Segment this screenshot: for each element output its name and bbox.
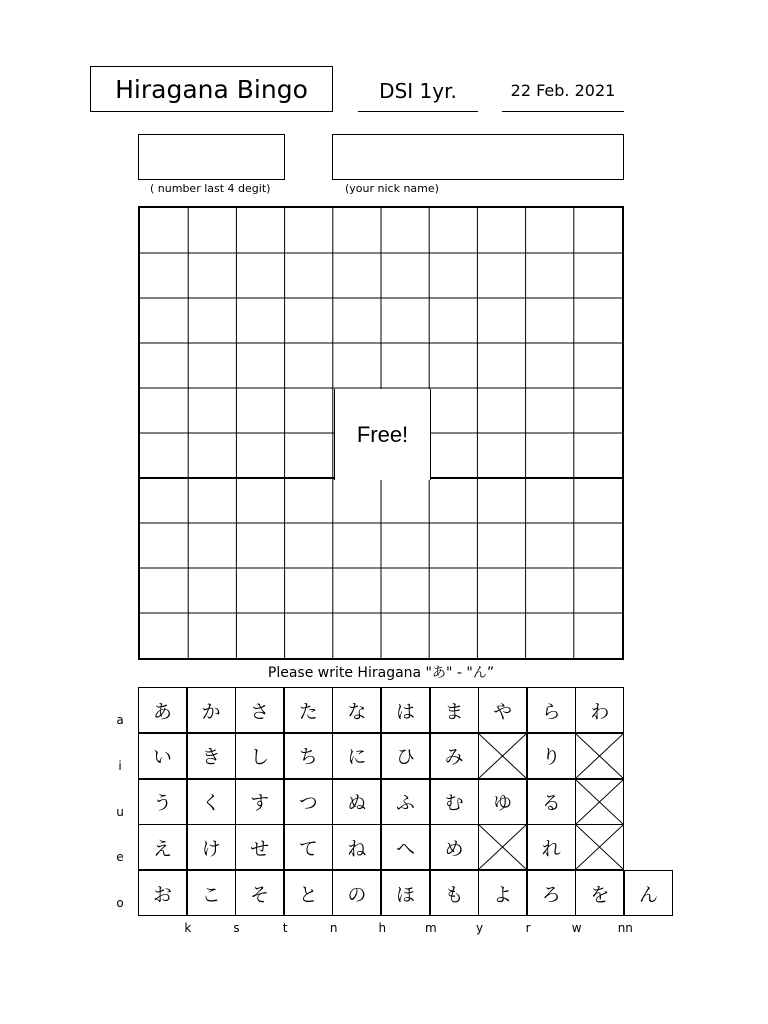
kana-cell: も xyxy=(430,870,479,916)
kana-cell: い xyxy=(138,733,187,779)
consonant-label: w xyxy=(571,921,582,935)
kana-cell: み xyxy=(430,733,479,779)
vowel-label: a xyxy=(116,713,124,727)
kana-cell: ゆ xyxy=(478,779,527,825)
consonant-label: nn xyxy=(617,921,633,935)
kana-cell: ひ xyxy=(381,733,430,779)
kana-cell: こ xyxy=(187,870,236,916)
kana-cell: ん xyxy=(624,870,673,916)
kana-cell: ほ xyxy=(381,870,430,916)
course-label: DSI 1yr. xyxy=(358,70,478,112)
kana-cell: れ xyxy=(527,824,576,870)
kana-cell: き xyxy=(187,733,236,779)
kana-cell: ぬ xyxy=(332,779,381,825)
kana-cell: を xyxy=(575,870,624,916)
kana-cell: ら xyxy=(527,687,576,733)
kana-cell: と xyxy=(284,870,333,916)
kana-cell: お xyxy=(138,870,187,916)
kana-cell: ふ xyxy=(381,779,430,825)
kana-cell: あ xyxy=(138,687,187,733)
consonant-label: t xyxy=(282,921,288,935)
bingo-grid[interactable] xyxy=(138,206,624,660)
cross-mark-icon xyxy=(576,780,623,824)
consonant-label: k xyxy=(184,921,192,935)
consonant-label: h xyxy=(378,921,387,935)
vowel-label: u xyxy=(116,804,124,819)
nickname-field[interactable] xyxy=(332,134,624,180)
kana-cell: へ xyxy=(381,824,430,870)
kana-cell: し xyxy=(235,733,284,779)
consonant-label: n xyxy=(329,921,338,935)
cross-mark-icon xyxy=(576,734,623,778)
kana-cell: そ xyxy=(235,870,284,916)
crossed-cell xyxy=(575,824,624,870)
student-number-caption: ( number last 4 degit) xyxy=(150,182,271,195)
kana-cell: く xyxy=(187,779,236,825)
vowel-label: o xyxy=(116,896,124,911)
kana-cell: せ xyxy=(235,824,284,870)
vowel-label: e xyxy=(116,850,124,865)
kana-cell: に xyxy=(332,733,381,779)
vowel-label: i xyxy=(118,758,122,773)
kana-cell: け xyxy=(187,824,236,870)
cross-mark-icon xyxy=(479,825,526,869)
crossed-cell xyxy=(575,733,624,779)
kana-cell: す xyxy=(235,779,284,825)
kana-cell: む xyxy=(430,779,479,825)
free-space: Free! xyxy=(334,389,431,480)
kana-cell: ち xyxy=(284,733,333,779)
kana-cell: ろ xyxy=(527,870,576,916)
cross-mark-icon xyxy=(479,734,526,778)
worksheet-title: Hiragana Bingo xyxy=(90,66,333,112)
kana-cell: ね xyxy=(332,824,381,870)
crossed-cell xyxy=(575,779,624,825)
consonant-label: r xyxy=(525,921,531,935)
kana-cell: よ xyxy=(478,870,527,916)
kana-cell: の xyxy=(332,870,381,916)
consonant-label: s xyxy=(233,921,240,935)
cross-mark-icon xyxy=(576,825,623,869)
kana-cell: や xyxy=(478,687,527,733)
kana-cell: な xyxy=(332,687,381,733)
date-label: 22 Feb. 2021 xyxy=(502,70,624,112)
kana-cell: つ xyxy=(284,779,333,825)
kana-cell: ま xyxy=(430,687,479,733)
consonant-label: y xyxy=(475,921,484,935)
crossed-cell xyxy=(478,733,527,779)
crossed-cell xyxy=(478,824,527,870)
nickname-caption: (your nick name) xyxy=(345,182,439,195)
kana-cell: か xyxy=(187,687,236,733)
kana-cell: め xyxy=(430,824,479,870)
student-number-field[interactable] xyxy=(138,134,285,180)
kana-cell: う xyxy=(138,779,187,825)
kana-cell: る xyxy=(527,779,576,825)
kana-cell: わ xyxy=(575,687,624,733)
instruction-text: Please write Hiragana "あ" - "ん” xyxy=(267,665,495,681)
consonant-label: m xyxy=(425,921,437,935)
kana-cell: た xyxy=(284,687,333,733)
kana-cell: さ xyxy=(235,687,284,733)
kana-cell: は xyxy=(381,687,430,733)
kana-cell: り xyxy=(527,733,576,779)
kana-cell: て xyxy=(284,824,333,870)
kana-cell: え xyxy=(138,824,187,870)
